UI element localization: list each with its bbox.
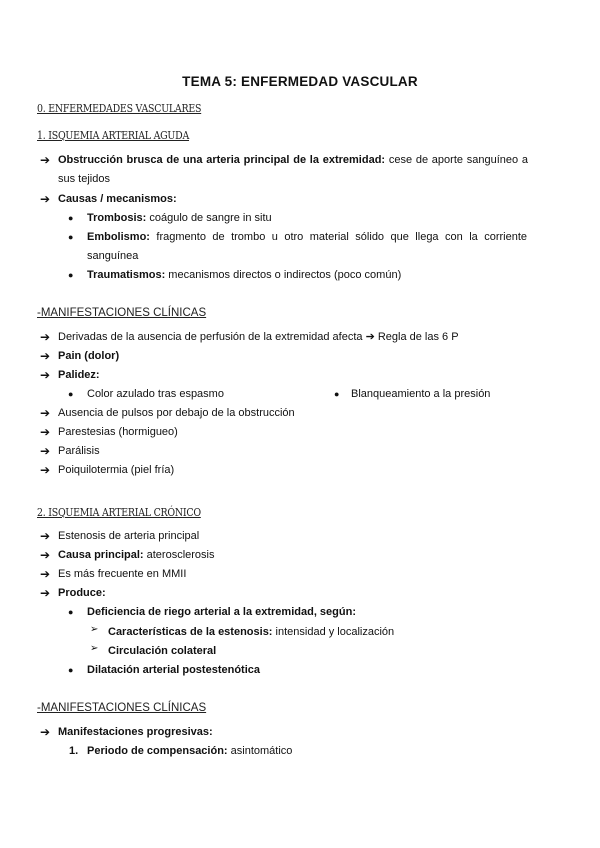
list-item-blanqueamiento: Blanqueamiento a la presión (351, 388, 491, 400)
list-item-obstruccion (58, 151, 528, 189)
list-item-dilatacion (87, 663, 260, 677)
pain-label: Pain (dolor) (58, 350, 120, 362)
bullet-icon: ● (68, 270, 74, 280)
list-item-causa-principal (58, 548, 215, 562)
bullet-icon: ● (68, 389, 74, 399)
list-item-frecuente: Es más frecuente en MMII (58, 568, 187, 580)
section-heading-1: 1. ISQUEMIA ARTERIAL AGUDA (37, 128, 190, 142)
embolismo-bold: Embolismo: (87, 231, 150, 243)
list-item-traumatismos (87, 268, 401, 282)
palidez-label: Palidez: (58, 369, 100, 381)
progresivas-label: Manifestaciones progresivas: (58, 726, 213, 738)
list-item-pain (58, 349, 119, 363)
circulacion-label: Circulación colateral (108, 645, 217, 657)
list-number (69, 744, 78, 758)
obstruccion-text: cese de aporte sanguíneo a sus tejidos (58, 154, 528, 185)
arrow-bullet-icon: ➔ (40, 548, 51, 562)
trombosis-text: coágulo de sangre in situ (146, 212, 272, 224)
number-one: 1. (69, 745, 79, 757)
list-item-caracteristicas (108, 625, 394, 639)
embolismo-text: fragmento de trombo u otro material sólido que llega con la corriente sanguínea (87, 231, 527, 262)
list-item-derivadas: Derivadas de la ausencia de perfusión de la extremidad afecta ➔ Regla de las 6 P (58, 331, 459, 343)
arrow-bullet-icon: ➔ (40, 529, 51, 543)
list-item-circulacion (108, 644, 216, 658)
bullet-icon: ● (68, 665, 74, 675)
arrow-bullet-icon: ➔ (40, 406, 51, 420)
dilatacion-label: Dilatación arterial postestenótica (87, 664, 260, 676)
list-item-produce (58, 586, 106, 600)
periodo-text: asintomático (227, 745, 293, 757)
arrow-bullet-icon: ➔ (40, 567, 51, 581)
section-heading-2: 2. ISQUEMIA ARTERIAL CRÓNICO (37, 505, 201, 519)
obstruccion-bold: Obstrucción brusca de una arteria principal de la extremidad: (58, 154, 386, 166)
list-item-poiquilotermia: Poiquilotermia (piel fría) (58, 464, 175, 476)
manifestaciones-heading-1: -MANIFESTACIONES CLÍNICAS (37, 307, 207, 319)
arrow-bullet-icon: ➔ (40, 725, 51, 739)
bullet-icon: ● (68, 232, 74, 242)
causas-label: Causas / mecanismos: (58, 193, 177, 205)
arrow-bullet-icon: ➔ (40, 425, 51, 439)
produce-label: Produce: (58, 587, 106, 599)
list-item-paralisis: Parálisis (58, 445, 100, 457)
list-item-color-azulado: Color azulado tras espasmo (87, 388, 224, 400)
arrow-bullet-icon: ➔ (40, 153, 51, 167)
triangle-bullet-icon: ➢ (90, 624, 99, 635)
periodo-bold: Periodo de compensación: (87, 745, 228, 757)
list-item-progresivas (58, 725, 213, 739)
causa-text: aterosclerosis (143, 549, 215, 561)
caracteristicas-bold: Características de la estenosis: (108, 626, 273, 638)
arrow-bullet-icon: ➔ (40, 444, 51, 458)
arrow-bullet-icon: ➔ (40, 192, 51, 206)
bullet-icon: ● (68, 213, 74, 223)
list-item-estenosis: Estenosis de arteria principal (58, 530, 200, 542)
page-title: TEMA 5: ENFERMEDAD VASCULAR (182, 74, 418, 89)
arrow-bullet-icon: ➔ (40, 368, 51, 382)
arrow-bullet-icon: ➔ (40, 586, 51, 600)
list-item-causas (58, 192, 177, 206)
trauma-bold: Traumatismos: (87, 269, 166, 281)
caracteristicas-text: intensidad y localización (272, 626, 395, 638)
triangle-bullet-icon: ➢ (90, 643, 99, 654)
list-item-ausencia-pulsos: Ausencia de pulsos por debajo de la obstrucción (58, 407, 295, 419)
bullet-icon: ● (334, 389, 340, 399)
list-item-deficiencia (87, 605, 356, 619)
arrow-bullet-icon: ➔ (40, 463, 51, 477)
deficiencia-label: Deficiencia de riego arterial a la extremidad, según: (87, 606, 356, 618)
list-item-periodo (87, 744, 292, 758)
causa-bold: Causa principal: (58, 549, 144, 561)
trauma-text: mecanismos directos o indirectos (poco común) (165, 269, 402, 281)
list-item-palidez (58, 368, 100, 382)
arrow-bullet-icon: ➔ (40, 349, 51, 363)
trombosis-bold: Trombosis: (87, 212, 147, 224)
section-heading-0: 0. ENFERMEDADES VASCULARES (37, 101, 202, 115)
list-item-parestesias: Parestesias (hormigueo) (58, 426, 178, 438)
manifestaciones-heading-2: -MANIFESTACIONES CLÍNICAS (37, 702, 207, 714)
bullet-icon: ● (68, 607, 74, 617)
list-item-trombosis (87, 211, 272, 225)
arrow-bullet-icon: ➔ (40, 330, 51, 344)
list-item-embolismo (87, 228, 527, 266)
